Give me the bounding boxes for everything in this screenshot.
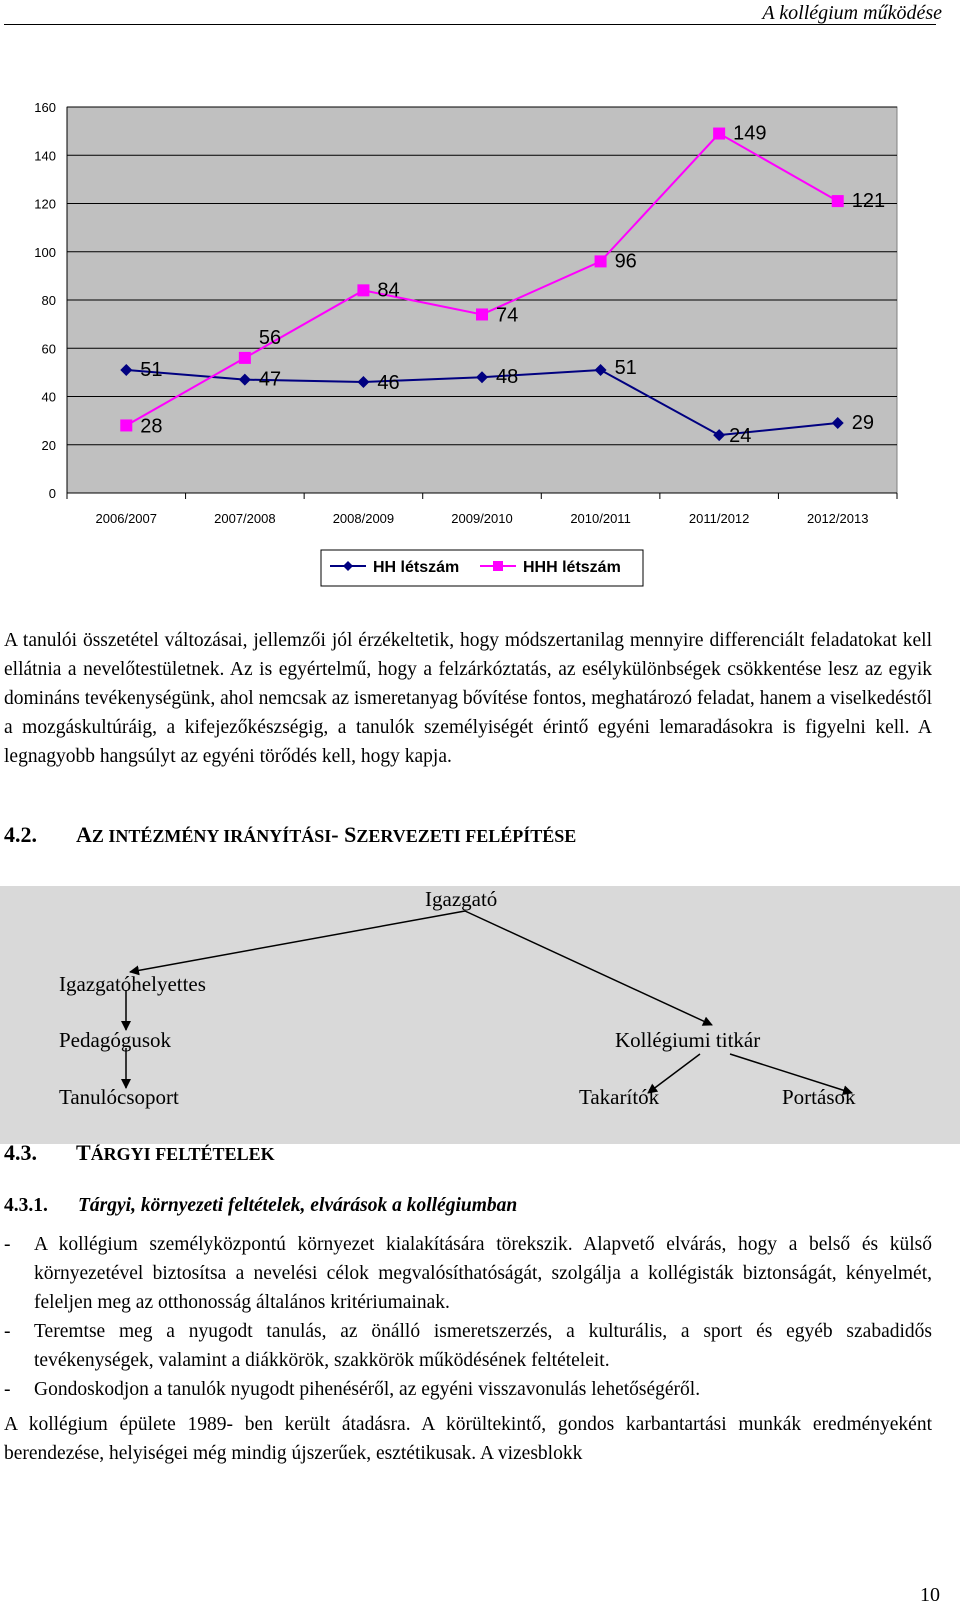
data-label: 29 <box>851 412 874 435</box>
data-label: 121 <box>851 190 886 213</box>
list-item: - Gondoskodjon a tanulók nyugodt pihenéséről, az egyéni visszavonulás lehetőségéről. <box>4 1375 932 1404</box>
org-chart <box>0 886 960 1144</box>
section-4-3-1-heading <box>4 1195 517 1217</box>
x-tick-label: 2009/2010 <box>451 511 513 526</box>
data-point <box>239 352 251 364</box>
org-node-porters: Portások <box>782 1085 856 1109</box>
org-node-director: Igazgató <box>425 887 498 911</box>
x-tick-label: 2011/2012 <box>688 511 750 526</box>
x-axis-ticks <box>96 511 869 526</box>
data-point <box>595 255 607 267</box>
data-label: 56 <box>258 326 282 349</box>
y-tick-label: 160 <box>34 100 56 115</box>
arrow-director-secretary <box>465 911 712 1025</box>
x-tick-label: 2006/2007 <box>95 511 158 526</box>
x-tick-label: 2010/2011 <box>570 511 631 526</box>
data-label: 47 <box>258 368 282 391</box>
legend <box>321 550 643 586</box>
legend-hh-label: HH létszám <box>373 559 460 576</box>
legend-hhh-marker <box>493 561 503 571</box>
data-label: 74 <box>496 304 519 327</box>
line-chart <box>0 95 960 600</box>
data-point <box>120 419 132 431</box>
heading-part: Z INTÉZMÉNY IRÁNYÍTÁSI <box>91 826 332 846</box>
data-label: 24 <box>729 425 752 448</box>
section-number: 4.3. <box>4 1140 37 1165</box>
header-rule <box>4 24 936 25</box>
heading-part: T <box>76 1140 91 1165</box>
heading-part: S <box>344 822 357 847</box>
data-label: 96 <box>614 250 637 273</box>
list-item: - A kollégium személyközpontú környezet kialakítására törekszik. Alapvető elvárás, hogy a belső és külső környezetével biztosítsa a nevelési célok megvalósíthatóságát, szolgálja a kollégisták biztonságát, kényelmét, feleljen meg az otthonosság általános kritériumainak. <box>4 1230 932 1317</box>
heading-part: ÁRGYI FELTÉTELEK <box>90 1144 275 1164</box>
data-label: 51 <box>614 356 637 379</box>
y-tick-label: 140 <box>34 148 56 164</box>
data-point <box>713 128 725 140</box>
heading-part: ZERVEZETI FELÉPÍTÉSE <box>356 826 577 846</box>
heading-part: - <box>331 822 345 847</box>
org-node-secretary: Kollégiumi titkár <box>615 1028 761 1052</box>
legend-hhh-label: HHH létszám <box>523 559 621 576</box>
paragraph-composition: A tanulói összetétel változásai, jellemzői jól érzékeltetik, hogy módszertanilag mennyire differenciált feladatokat kell ellátnia a nevelőtestületnek. Az is egyértelmű, hogy a felzárkóztatás, az esélykülönbségek csökkentése lesz az egyik domináns tevékenységünk, ahol nemcsak az ismeretanyag bővítése fontos, meghatározó feladat, hanem a viselkedéstől a mozgáskultúráig, a kifejezőkészségig, a tanulók személyiségét érintő egyéni lemaradásokra is figyelni kell. A legnagyobb hangsúlyt az egyéni törődés kell, hogy kapja. <box>4 630 932 767</box>
data-label: 28 <box>140 415 163 438</box>
data-point <box>357 284 369 296</box>
data-point <box>476 308 488 320</box>
section-number: 4.3.1. <box>4 1195 48 1216</box>
org-node-cleaners: Takarítók <box>579 1085 660 1109</box>
page-header-title: A kollégium működése <box>762 2 942 24</box>
x-tick-label: 2012/2013 <box>806 511 869 526</box>
y-tick-label: 100 <box>34 244 56 260</box>
data-label: 48 <box>496 366 519 389</box>
y-tick-label: 60 <box>41 341 56 357</box>
data-label: 84 <box>377 279 400 302</box>
requirements-list <box>4 1230 932 1404</box>
paragraph-building: A kollégium épülete 1989- ben került átadásra. A körültekintő, gondos karbantartási munkák eredményeként berendezése, helyiségei még mindig újszerűek, esztétikusak. A vizesblokk <box>4 1414 932 1464</box>
list-item: - Teremtse meg a nyugodt tanulás, az önálló ismeretszerzés, a kulturális, a sport és egyéb szabadidős tevékenységek, valamint a diákkörök, szakkörök működésének feltételeit. <box>4 1317 932 1375</box>
org-node-deputy: Igazgatóhelyettes <box>59 972 206 996</box>
section-4-2-heading <box>4 822 576 848</box>
y-tick-label: 40 <box>41 389 56 405</box>
org-node-teachers: Pedagógusok <box>59 1028 171 1052</box>
org-node-student-groups: Tanulócsoport <box>59 1085 179 1109</box>
x-tick-label: 2008/2009 <box>332 511 395 526</box>
page-number: 10 <box>920 1584 940 1606</box>
section-title: Tárgyi, környezeti feltételek, elvárások a kollégiumban <box>78 1195 518 1216</box>
arrow-director-deputy <box>130 911 465 972</box>
y-tick-label: 80 <box>41 293 56 308</box>
x-tick-label: 2007/2008 <box>214 511 276 526</box>
data-label: 149 <box>733 122 767 145</box>
y-tick-label: 0 <box>48 486 56 501</box>
section-number: 4.2. <box>4 822 37 847</box>
y-axis-ticks <box>34 100 56 501</box>
data-label: 51 <box>140 358 163 381</box>
y-tick-label: 120 <box>34 196 56 212</box>
y-tick-label: 20 <box>41 437 56 453</box>
data-label: 46 <box>377 372 400 395</box>
heading-part: A <box>76 822 92 847</box>
data-point <box>832 195 844 207</box>
section-4-3-heading <box>4 1140 275 1166</box>
